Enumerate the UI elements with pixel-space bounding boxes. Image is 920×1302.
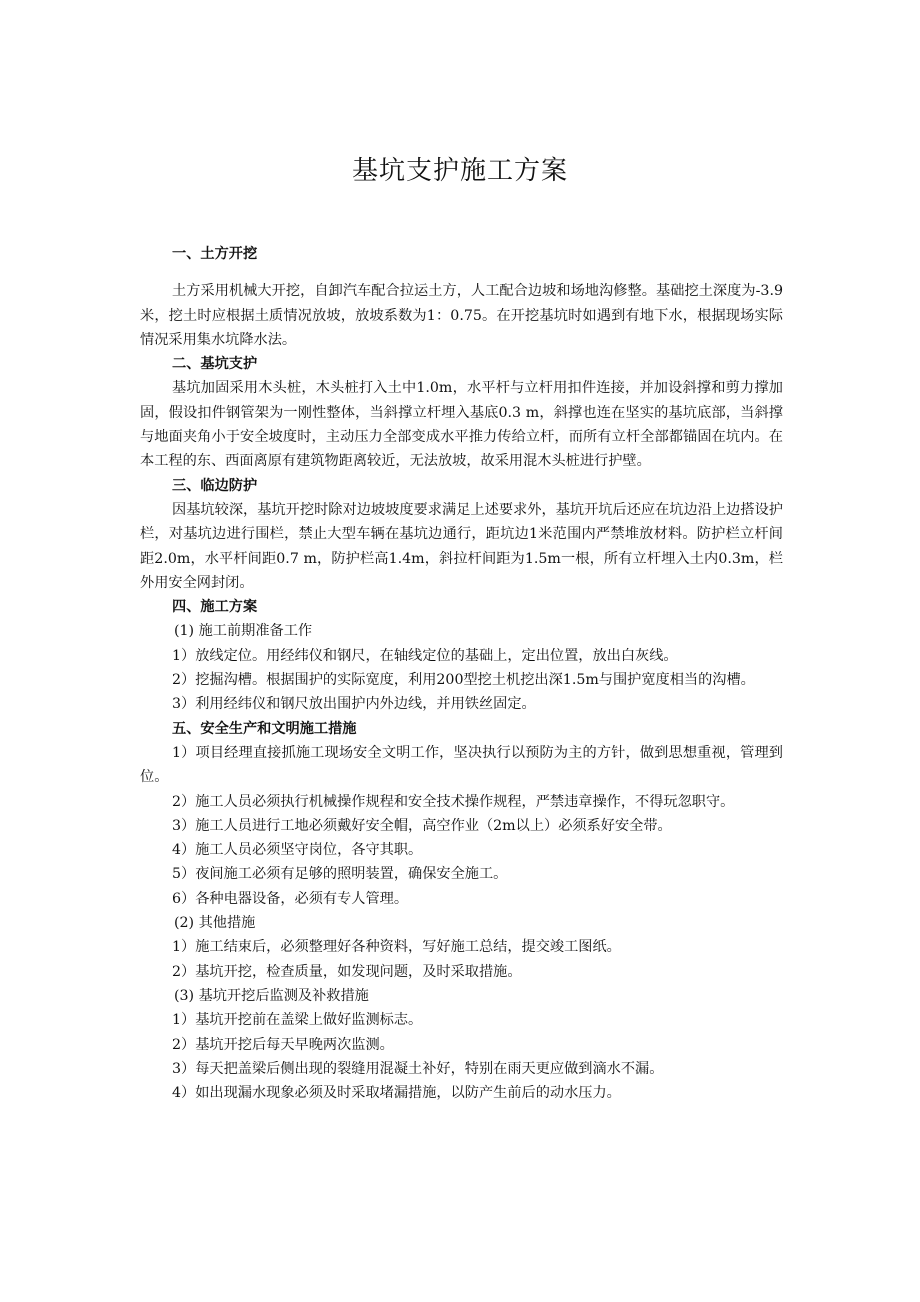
section-heading: 三、临边防护 (172, 477, 258, 494)
subsection-heading: (1) 施工前期准备工作 (174, 623, 313, 640)
list-item: 2）基坑开挖后每天早晚两次监测。 (172, 1036, 394, 1053)
list-item: 5）夜间施工必须有足够的照明装置，确保安全施工。 (172, 866, 508, 883)
list-item: 1）基坑开挖前在盖梁上做好监测标志。 (172, 1012, 423, 1029)
list-item: 6）各种电器设备，必须有专人管理。 (172, 890, 409, 907)
list-item: 4）施工人员必须坚守岗位，各守其职。 (172, 842, 423, 859)
list-item: 4）如出现漏水现象必须及时采取堵漏措施，以防产生前后的动水压力。 (172, 1085, 621, 1102)
subsection-heading: (3) 基坑开挖后监测及补救措施 (174, 987, 369, 1004)
body-paragraph: 因基坑较深，基坑开挖时除对边坡坡度要求满足上述要求外，基坑开坑后还应在坑边沿上边搭设护栏，对基坑边进行围栏，禁止大型车辆在基坑边通行，距坑边1米范围内严禁堆放材料。防护栏立杆间距2.0m，水平杆间距0.7 m，防护栏高1.4m，斜拉杆间距为1.5m一根，所有立杆埋入土内0.3m，栏外用安全网封闭。 (140, 501, 783, 591)
list-item: 2）基坑开挖，检查质量，如发现问题，及时采取措施。 (172, 963, 522, 980)
list-item: 2）施工人员必须执行机械操作规程和安全技术操作规程，严禁违章操作，不得玩忽职守。 (172, 793, 735, 810)
list-item: 2）挖掘沟槽。根据围护的实际宽度，利用200型挖土机挖出深1.5m与围护宽度相当的沟槽。 (172, 672, 755, 689)
list-item: 3）利用经纬仪和钢尺放出围护内外边线，并用铁丝固定。 (172, 696, 536, 713)
section-heading: 五、安全生产和文明施工措施 (172, 720, 357, 737)
list-item: 3）施工人员进行工地必须戴好安全帽，高空作业（2m以上）必须系好安全带。 (172, 817, 672, 834)
list-item: 1）施工结束后，必须整理好各种资料，写好施工总结，提交竣工图纸。 (172, 939, 621, 956)
list-item: 1）项目经理直接抓施工现场安全文明工作，坚决执行以预防为主的方针，做到思想重视，管理到位。 (140, 744, 783, 786)
body-paragraph: 土方采用机械大开挖，自卸汽车配合拉运土方，人工配合边坡和场地沟修整。基础挖土深度为-3.9米，挖土时应根据土质情况放坡，放坡系数为1：0.75。在开挖基坑时如遇到有地下水，根据现场实际情况采用集水坑降水法。 (140, 283, 783, 348)
document-body (140, 242, 783, 1105)
subsection-heading: (2) 其他措施 (174, 915, 256, 932)
document-title: 基坑支护施工方案 (351, 156, 568, 186)
body-paragraph: 基坑加固采用木头桩，木头桩打入土中1.0m，水平杆与立杆用扣件连接，并加设斜撑和剪力撑加固，假设扣件钢管架为一刚性整体，当斜撑立杆埋入基底0.3 m，斜撑也连在坚实的基坑底部，当斜撑与地面夹角小于安全坡度时，主动压力全部变成水平推力传给立杆，而所有立杆全部都锚固在坑内。在本工程的东、西面离原有建筑物距离较近，无法放坡，故采用混木头桩进行护壁。 (140, 380, 783, 470)
list-item: 3）每天把盖梁后侧出现的裂缝用混凝土补好，特别在雨天更应做到滴水不漏。 (172, 1060, 664, 1077)
list-item: 1）放线定位。用经纬仪和钢尺，在轴线定位的基础上，定出位置，放出白灰线。 (172, 647, 678, 664)
section-heading: 四、施工方案 (172, 599, 258, 616)
section-heading: 一、土方开挖 (172, 246, 258, 262)
section-heading: 二、基坑支护 (172, 356, 258, 373)
